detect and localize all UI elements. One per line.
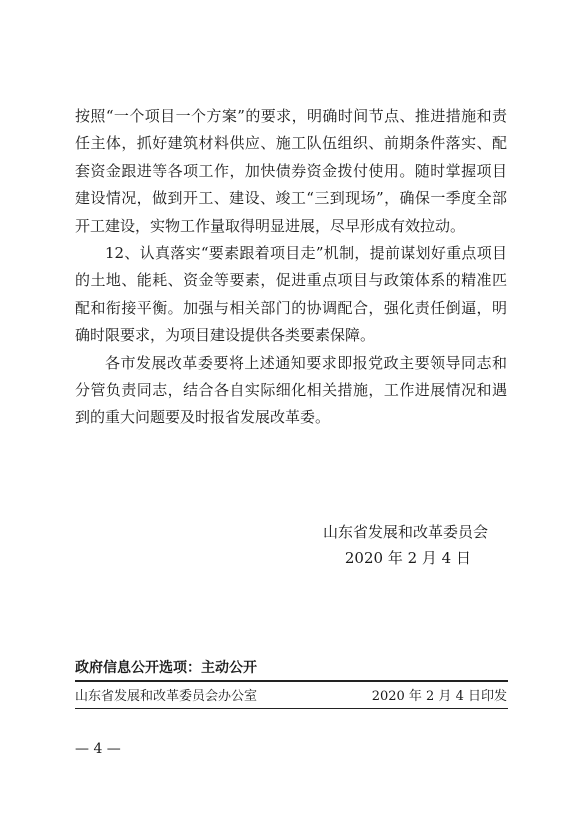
page-number: — 4 — xyxy=(75,741,121,757)
document-body xyxy=(75,103,507,432)
paragraph-item-12: 12、认真落实“要素跟着项目走”机制，提前谋划好重点项目的土地、能耗、资金等要素，促进重点项目与政策体系的精准匹配和衔接平衡。加强与相关部门的协调配合，强化责任倒逼，明确时限要求，为项目建设提供各类要素保障。 xyxy=(75,244,507,345)
paragraph-continuation: 按照“一个项目一个方案”的要求，明确时间节点、推进措施和责任主体，抓好建筑材料供应、施工队伍组织、前期条件落实、配套资金跟进等各项工作，加快债券资金拨付使用。随时掌握项目建设情况，做到开工、建设、竣工“三到现场”，确保一季度全部开工建设，实物工作量取得明显进展，尽早形成有效拉动。 xyxy=(75,107,507,235)
signature-organization: 山东省发展和改革委员会 xyxy=(322,523,488,541)
footer-top-rule xyxy=(75,680,508,682)
footer-issue-date: 2020 年 2 月 4 日印发 xyxy=(371,689,507,704)
paragraph-closing: 各市发展改革委要将上述通知要求即报党政主要领导同志和分管负责同志，结合各自实际细化相关措施，工作进展情况和遇到的重大问题要及时报省发展改革委。 xyxy=(75,353,507,427)
disclosure-option: 政府信息公开选项：主动公开 xyxy=(75,660,257,676)
footer-bottom-rule xyxy=(75,708,508,709)
signature-date: 2020 年 2 月 4 日 xyxy=(344,549,471,567)
footer-issuer: 山东省发展和改革委员会办公室 xyxy=(75,689,258,704)
